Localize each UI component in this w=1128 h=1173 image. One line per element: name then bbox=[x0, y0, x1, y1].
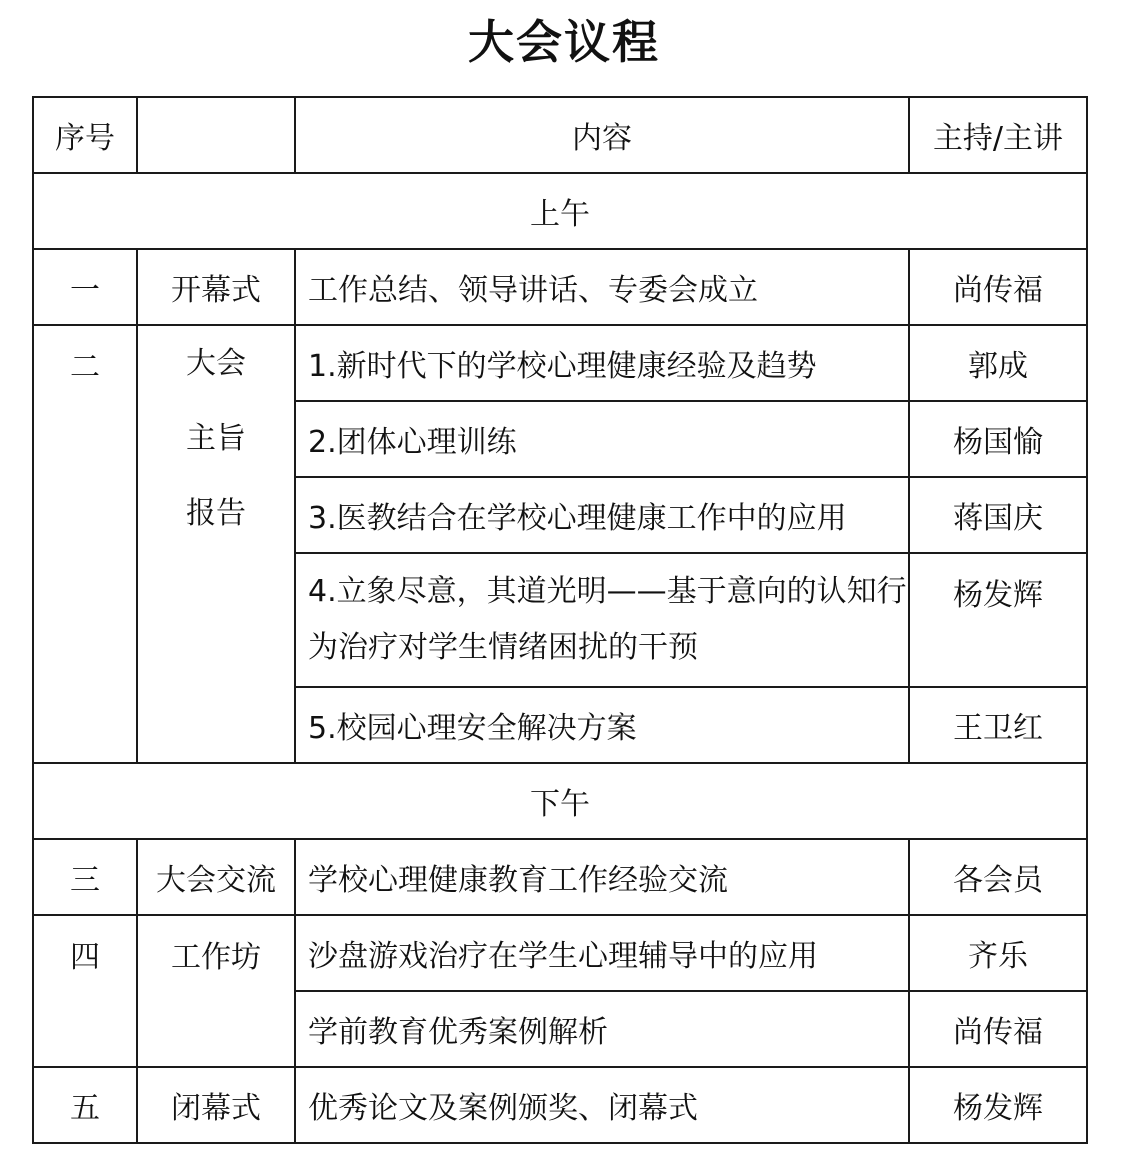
table-row bbox=[33, 325, 1087, 401]
row-content: 优秀论文及案例颁奖、闭幕式 bbox=[295, 1067, 909, 1143]
row-content: 学校心理健康教育工作经验交流 bbox=[295, 839, 909, 915]
table-row bbox=[33, 1067, 1087, 1143]
row-host: 蒋国庆 bbox=[909, 477, 1087, 553]
header-num: 序号 bbox=[33, 97, 137, 173]
page-title: 大会议程 bbox=[468, 15, 660, 69]
section-row-afternoon bbox=[33, 763, 1087, 839]
row-category-line: 报告 bbox=[186, 496, 246, 531]
row-content: 学前教育优秀案例解析 bbox=[295, 991, 909, 1067]
row-host: 郭成 bbox=[909, 325, 1087, 401]
row-category: 工作坊 bbox=[137, 915, 295, 1067]
row-host: 杨发辉 bbox=[909, 1067, 1087, 1143]
header-host: 主持/主讲 bbox=[909, 97, 1087, 173]
table-row bbox=[33, 839, 1087, 915]
row-category-line: 主旨 bbox=[186, 421, 246, 456]
row-content: 3.医教结合在学校心理健康工作中的应用 bbox=[295, 477, 909, 553]
row-host: 杨国愉 bbox=[909, 401, 1087, 477]
row-content: 5.校园心理安全解决方案 bbox=[295, 687, 909, 763]
row-content: 1.新时代下的学校心理健康经验及趋势 bbox=[295, 325, 909, 401]
row-host: 尚传福 bbox=[909, 249, 1087, 325]
row-num: 三 bbox=[33, 839, 137, 915]
row-num: 四 bbox=[33, 915, 137, 1067]
row-host: 尚传福 bbox=[909, 991, 1087, 1067]
section-row-morning bbox=[33, 173, 1087, 249]
row-host: 齐乐 bbox=[909, 915, 1087, 991]
header-category bbox=[137, 97, 295, 173]
section-morning: 上午 bbox=[33, 173, 1087, 249]
agenda-table bbox=[32, 96, 1088, 1144]
row-host: 各会员 bbox=[909, 839, 1087, 915]
table-row bbox=[33, 249, 1087, 325]
row-num: 一 bbox=[33, 249, 137, 325]
row-category: 大会交流 bbox=[137, 839, 295, 915]
header-content: 内容 bbox=[295, 97, 909, 173]
row-num: 二 bbox=[33, 325, 137, 763]
row-host: 杨发辉 bbox=[909, 553, 1087, 687]
section-afternoon: 下午 bbox=[33, 763, 1087, 839]
row-category: 开幕式 bbox=[137, 249, 295, 325]
row-content: 4.立象尽意，其道光明——基于意向的认知行为治疗对学生情绪困扰的干预 bbox=[295, 553, 909, 687]
row-num: 五 bbox=[33, 1067, 137, 1143]
row-category-line: 大会 bbox=[186, 346, 246, 381]
row-category bbox=[137, 325, 295, 763]
header-row bbox=[33, 97, 1087, 173]
table-row bbox=[33, 915, 1087, 991]
row-content: 工作总结、领导讲话、专委会成立 bbox=[295, 249, 909, 325]
row-host: 王卫红 bbox=[909, 687, 1087, 763]
row-category: 闭幕式 bbox=[137, 1067, 295, 1143]
row-content: 沙盘游戏治疗在学生心理辅导中的应用 bbox=[295, 915, 909, 991]
row-content: 2.团体心理训练 bbox=[295, 401, 909, 477]
